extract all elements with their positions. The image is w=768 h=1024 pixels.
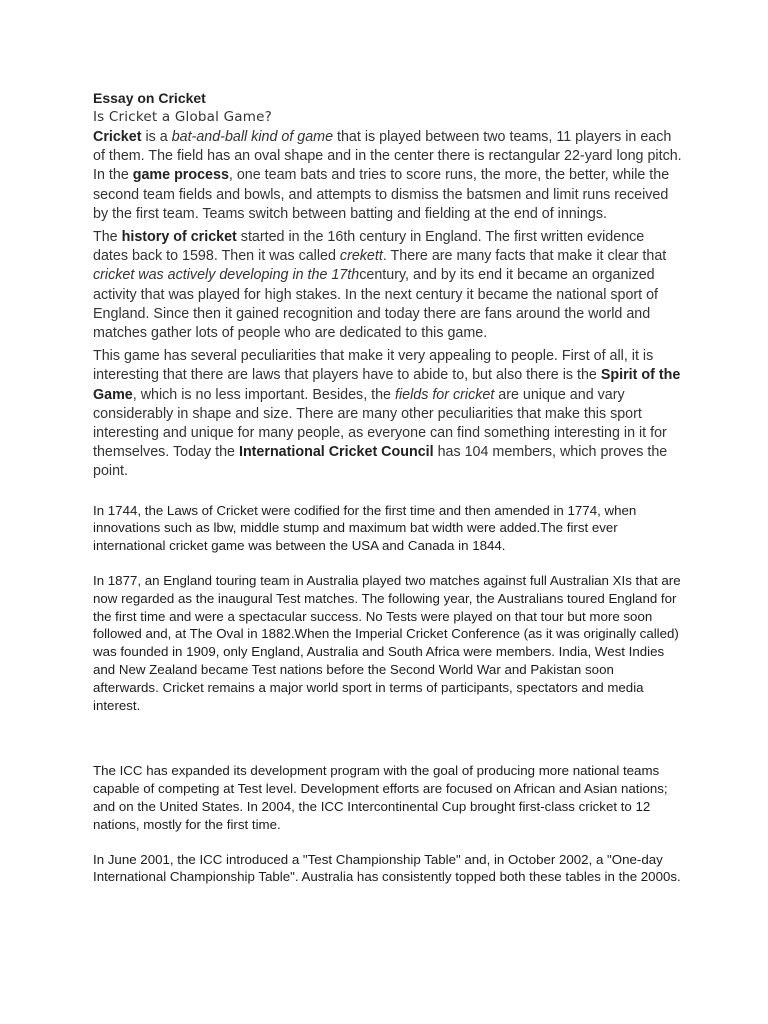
paragraph-laws: In 1744, the Laws of Cricket were codified for the first time and then amended in 1774, when innovations such as lbw, middle stump and maximum bat width were added.The first ever international cricket game was between the USA and Canada in 1844. xyxy=(93,502,637,554)
term-icc: International Cricket Council xyxy=(238,444,434,461)
spacer xyxy=(93,714,683,762)
paragraph-history: The history of cricket started in the 16th century in England. The first written evidence dates back to 1598. Then it was called crekett. There are many facts that make it clear that cricket was actively developing in the 17thcentury, and by its end it became an organized activity that was played for high stakes. In the next century it became the national sport of England. Since then it gained recognition and today there are fans around the world and matches gather lots of people who are dedicated to this game. xyxy=(93,229,667,342)
spacer xyxy=(93,834,683,851)
term-spirit-of-the-game: Spirit of the Game xyxy=(93,367,681,403)
term-fields-for-cricket: fields for cricket xyxy=(394,386,495,403)
term-game-process: game process xyxy=(132,167,229,184)
term-17th-century: cricket was actively developing in the 17th xyxy=(93,267,360,284)
term-history-of-cricket: history of cricket xyxy=(121,229,237,246)
paragraph-definition: Cricket is a bat-and-ball kind of game that is played between two teams, 11 players in each of them. The field has an oval shape and in the center there is rectangular 22-yard long pitch. In the game process, one team bats and tries to score runs, the more, the better, while the second team fields and bowls, and attempts to dismiss the batsmen and limit runs received by the first team. Teams switch between batting and fielding at the end of innings. xyxy=(93,129,682,222)
paragraph-peculiarities: This game has several peculiarities that make it very appealing to people. First of all, it is interesting that there are laws that players have to abide to, but also there is the Spirit of the Game, which is no less important. Besides, the fields for cricket are unique and vary considerably in shape and size. There are many other peculiarities that make this sport interesting and unique for many people, as everyone can find something interesting in it for themselves. Today the International Cricket Council has 104 members, which proves the point. xyxy=(93,348,681,480)
essay-title: Essay on Cricket xyxy=(93,90,206,106)
spacer xyxy=(93,555,683,572)
term-crekett: crekett xyxy=(339,248,383,265)
essay-subtitle: Is Cricket a Global Game? xyxy=(93,109,272,125)
term-cricket: Cricket xyxy=(93,129,142,145)
paragraph-development: The ICC has expanded its development program with the goal of producing more national teams capable of competing at Test level. Development efforts are focused on African and Asian nations; and on the United States. In 2004, the ICC Intercontinental Cup brought first-class cricket to 12 nations, mostly for the first time. xyxy=(93,763,668,832)
paragraph-test-matches: In 1877, an England touring team in Australia played two matches against full Australian XIs that are now regarded as the inaugural Test matches. The following year, the Australians toured England for the first time and were a spectacular success. No Tests were played on that tour but more soon followed and, at The Oval in 1882.When the Imperial Cricket Conference (as it was originally called) was founded in 1909, only England, Australia and South Africa were members. India, West Indies and New Zealand became Test nations before the Second World War and Pakistan soon afterwards. Cricket remains a major world sport in terms of participants, spectators and media interest. xyxy=(93,573,681,713)
term-bat-and-ball: bat-and-ball kind of game xyxy=(171,129,334,145)
spacer xyxy=(93,486,683,502)
document-page xyxy=(93,88,683,886)
paragraph-championship: In June 2001, the ICC introduced a "Test Championship Table" and, in October 2002, a "One-day International Championship Table". Australia has consistently topped both these tables in the 2000s. xyxy=(93,851,681,885)
